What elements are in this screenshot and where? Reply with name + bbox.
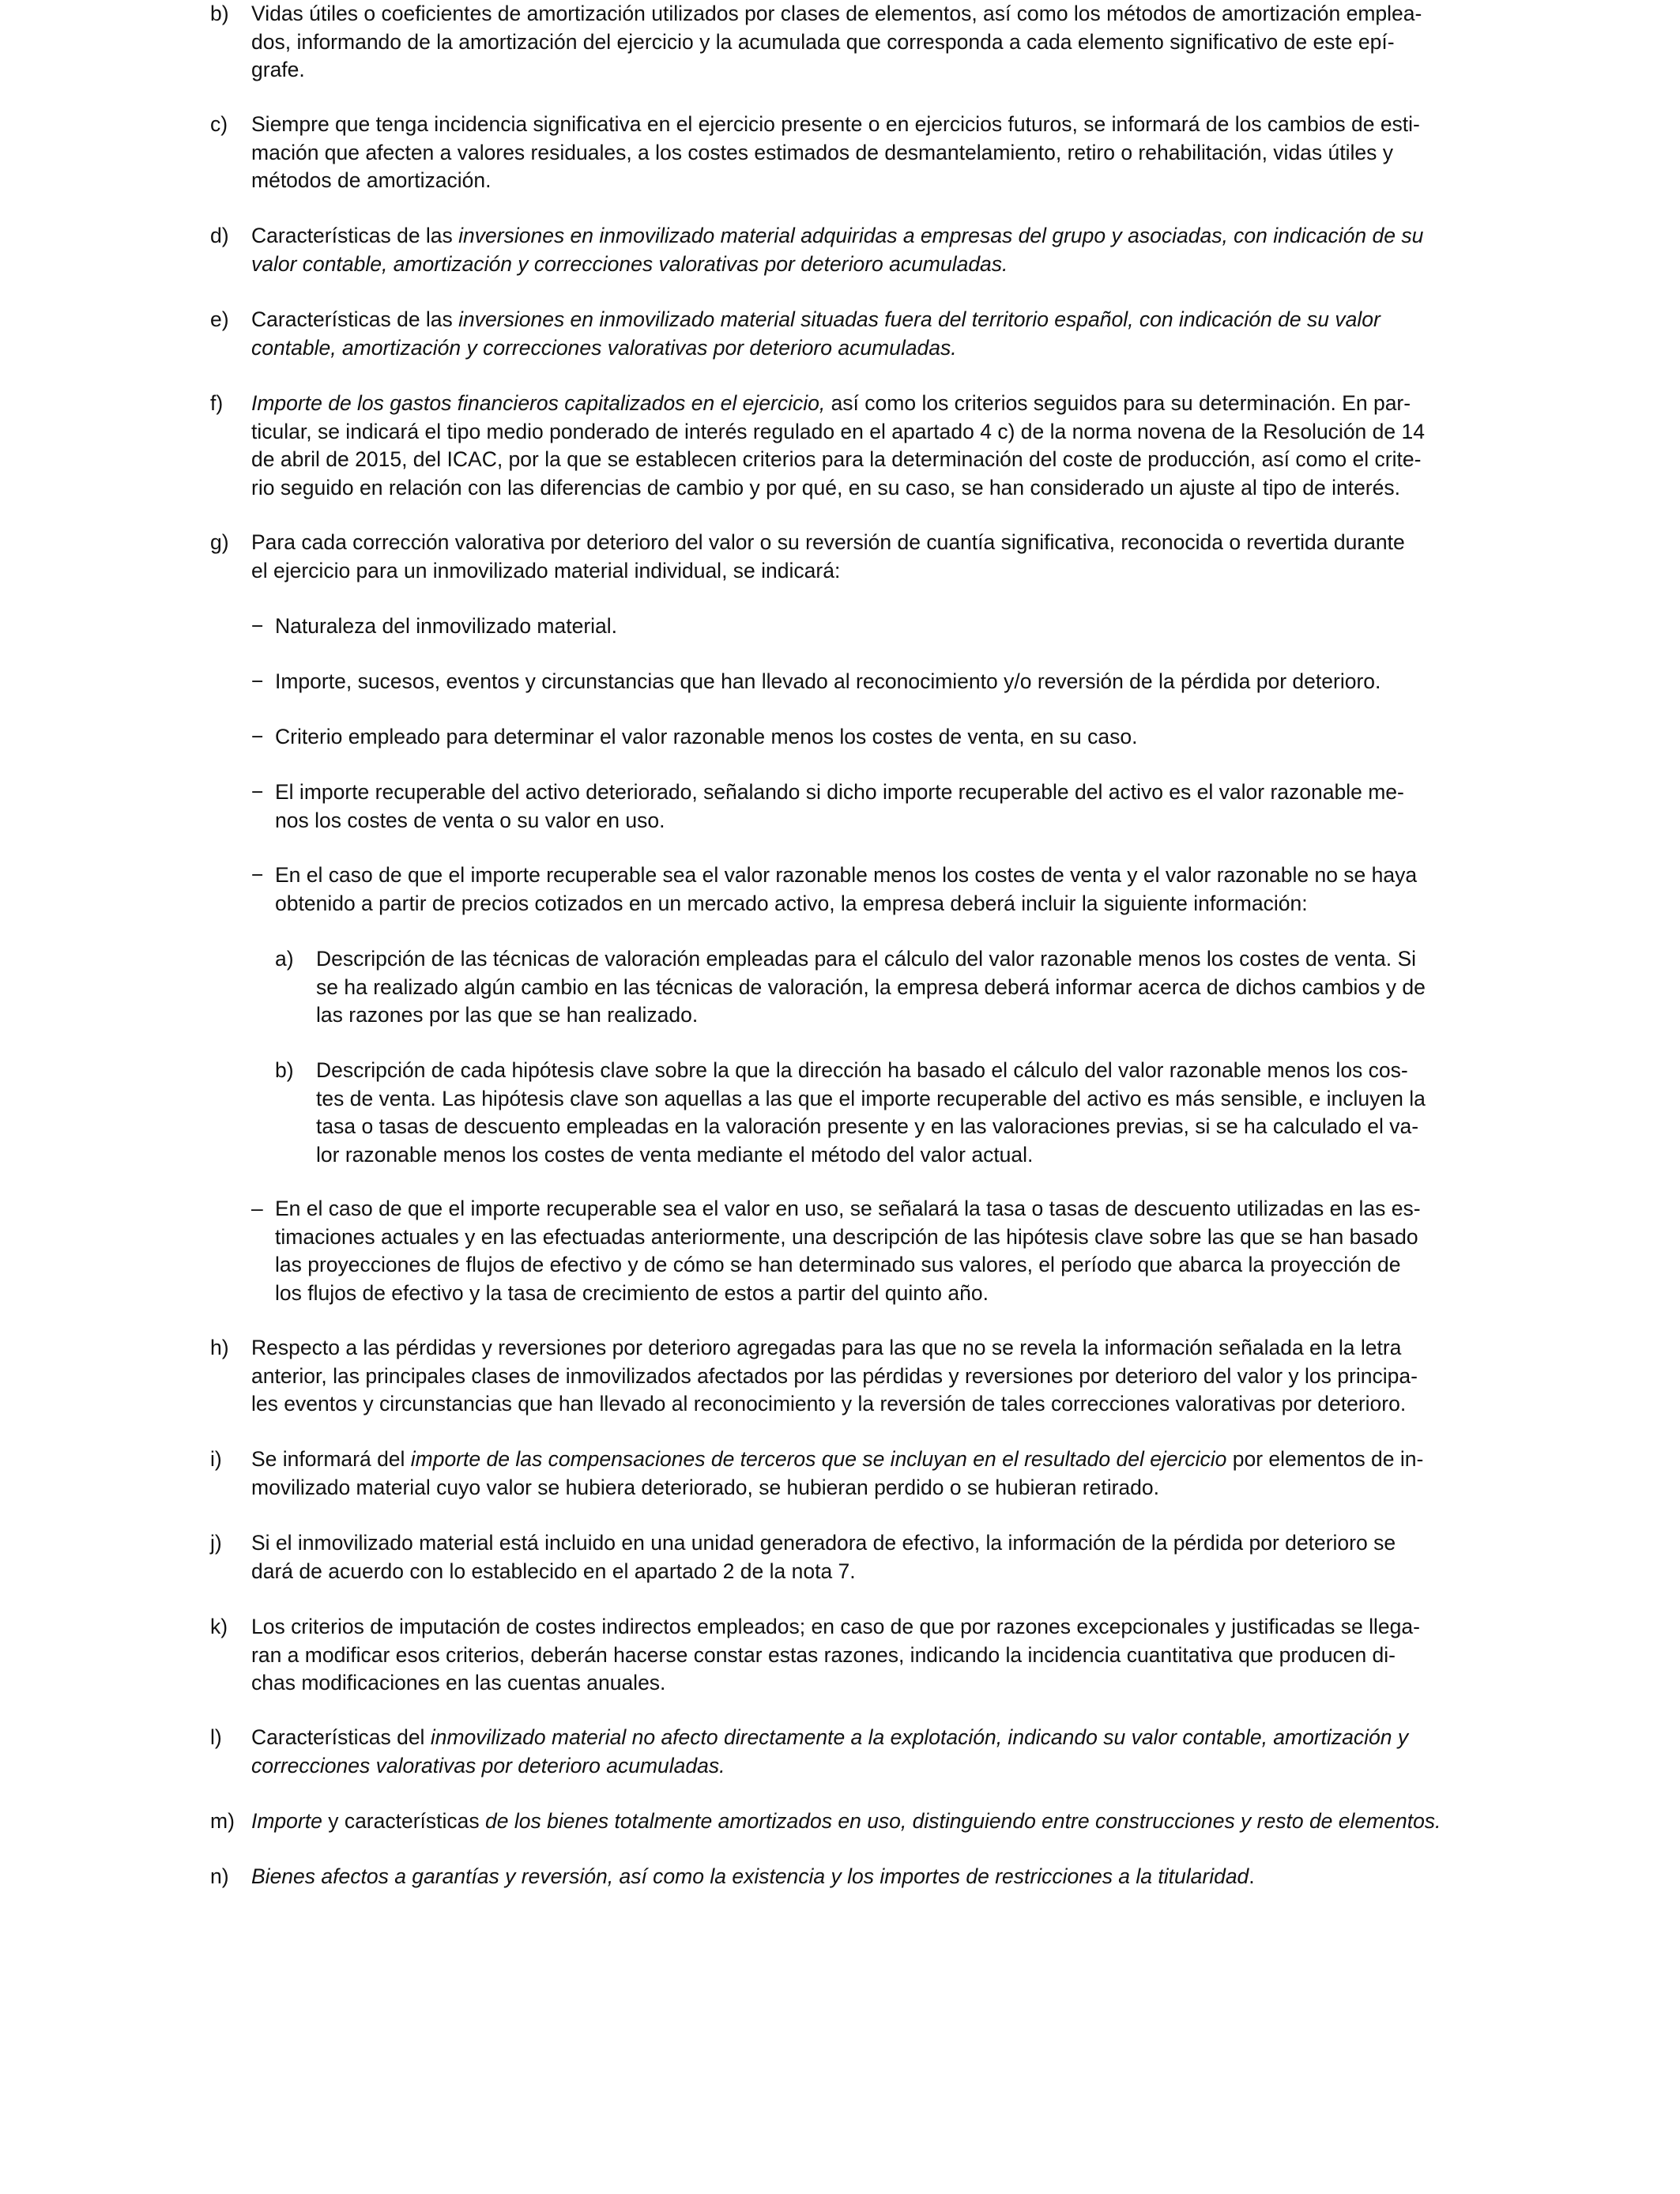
italic-run: inmovilizado material no afecto directamente a la explotación, indicando su valor contable, amortización y <box>430 1725 1409 1749</box>
text-line <box>251 306 1471 334</box>
item-text <box>251 306 1471 362</box>
text-line: rio seguido en relación con las diferencias de cambio y por qué, en su caso, se han considerado un ajuste al tipo de interés. <box>251 475 1400 499</box>
item-label: d) <box>210 224 229 247</box>
text-line: Los criterios de imputación de costes indirectos empleados; en caso de que por razones excepcionales y justificadas se llega- <box>251 1615 1420 1638</box>
text-line: chas modificaciones en las cuentas anuales. <box>251 1671 666 1695</box>
sub-item <box>251 613 1471 641</box>
italic-run: valor contable, amortización y correcciones valorativas por deterioro acumuladas. <box>251 251 1008 276</box>
dash-bullet: − <box>251 614 264 638</box>
text-line: dos, informando de la amortización del ejercicio y la acumulada que corresponda a cada elemento significativo de este epí- <box>251 29 1395 54</box>
item-text <box>251 1334 1471 1419</box>
item-label: a) <box>275 947 294 971</box>
item-label: b) <box>275 1058 294 1082</box>
text-line: timaciones actuales y en las efectuadas anteriormente, una descripción de las hipótesis clave sobre las que se han basado <box>275 1224 1418 1249</box>
text-run: Características del <box>251 1725 431 1749</box>
text-line: Descripción de las técnicas de valoración empleadas para el cálculo del valor razonable menos los costes de venta. Si <box>316 947 1417 971</box>
text-line: Respecto a las pérdidas y reversiones por deterioro agregadas para las que no se revela la información señalada en la letra <box>251 1336 1402 1359</box>
dash-bullet: – <box>251 1197 263 1220</box>
italic-run: Importe <box>251 1809 322 1833</box>
item-text <box>251 111 1471 195</box>
item-label: e) <box>210 307 229 331</box>
sub-sub-text <box>316 945 1471 1030</box>
item-label: h) <box>210 1336 229 1359</box>
dash-bullet: − <box>251 669 264 693</box>
text-line: tes de venta. Las hipótesis clave son aquellas a las que el importe recuperable del activo es más sensible, e incluyen la <box>316 1086 1426 1110</box>
text-line: Importe, sucesos, eventos y circunstancias que han llevado al reconocimiento y/o reversión de la pérdida por deterioro. <box>275 669 1381 693</box>
item-text <box>251 1863 1471 1891</box>
item-text <box>251 1808 1471 1836</box>
sub-item <box>251 668 1471 696</box>
text-line: mación que afecten a valores residuales, a los costes estimados de desmantelamiento, retiro o rehabilitación, vidas útiles y <box>251 140 1394 164</box>
list-item-m <box>210 1808 1471 1836</box>
italic-run: inversiones en inmovilizado material adquiridas a empresas del grupo y asociadas, con indicación de su <box>458 224 1424 247</box>
text-line: el ejercicio para un inmovilizado material individual, se indicará: <box>251 558 841 582</box>
italic-run: contable, amortización y correcciones valorativas por deterioro acumuladas. <box>251 335 957 360</box>
dash-bullet: − <box>251 780 264 804</box>
italic-run: Importe de los gastos financieros capitalizados en el ejercicio, <box>251 391 826 415</box>
item-text <box>251 1529 1471 1585</box>
italic-run: importe de las compensaciones de terceros que se incluyan en el resultado del ejercicio <box>410 1447 1227 1471</box>
sub-item <box>251 1195 1471 1307</box>
text-line: Para cada corrección valorativa por deterioro del valor o su reversión de cuantía significativa, reconocida o revertida durante <box>251 530 1405 554</box>
text-line: obtenido a partir de precios cotizados en un mercado activo, la empresa deberá incluir la siguiente información: <box>275 891 1308 915</box>
item-label: j) <box>210 1531 222 1555</box>
text-line <box>251 222 1471 251</box>
list-item-n <box>210 1863 1471 1891</box>
list-item-e <box>210 306 1471 362</box>
item-text <box>251 222 1471 278</box>
list-item-g <box>210 529 1471 585</box>
text-run: Se informará del <box>251 1447 411 1471</box>
list-item-h <box>210 1334 1471 1419</box>
item-text <box>251 1446 1471 1502</box>
item-text <box>251 1613 1471 1698</box>
text-line: ran a modificar esos criterios, deberán hacerse constar estas razones, indicando la incidencia cuantitativa que producen di- <box>251 1642 1396 1667</box>
sub-sub-item-b <box>275 1057 1471 1169</box>
dash-bullet: − <box>251 863 264 887</box>
list-item-f <box>210 390 1471 502</box>
sub-text <box>275 861 1471 918</box>
text-line <box>251 1752 1471 1781</box>
text-line: Criterio empleado para determinar el valor razonable menos los costes de venta, en su caso. <box>275 725 1138 748</box>
list-item-k <box>210 1613 1471 1698</box>
text-line: de abril de 2015, del ICAC, por la que se establecen criterios para la determinación del coste de producción, así como el crite- <box>251 447 1422 471</box>
text-line: métodos de amortización. <box>251 168 492 192</box>
text-line: Naturaleza del inmovilizado material. <box>275 614 618 638</box>
item-label: f) <box>210 391 224 415</box>
item-text <box>251 0 1471 85</box>
text-line <box>251 390 1471 418</box>
text-line <box>251 1446 1471 1474</box>
item-label: m) <box>210 1809 235 1833</box>
list-item-c <box>210 111 1471 195</box>
text-line: Si el inmovilizado material está incluido en una unidad generadora de efectivo, la información de la pérdida por deterioro se <box>251 1531 1396 1555</box>
text-run: Características de las <box>251 224 459 247</box>
text-run: y características <box>322 1809 486 1833</box>
sub-text <box>275 613 1471 641</box>
text-run: Características de las <box>251 307 459 331</box>
item-text <box>251 529 1471 585</box>
text-line <box>251 1863 1471 1891</box>
text-line <box>251 1808 1471 1836</box>
text-line: Vidas útiles o coeficientes de amortización utilizados por clases de elementos, así como los métodos de amortización emplea- <box>251 2 1422 25</box>
item-label: k) <box>210 1615 228 1638</box>
text-line: En el caso de que el importe recuperable sea el valor razonable menos los costes de venta y el valor razonable no se haya <box>275 863 1418 887</box>
text-line: anterior, las principales clases de inmovilizados afectados por las pérdidas y reversiones por deterioro del valor y los principa- <box>251 1363 1418 1388</box>
text-line: lor razonable menos los costes de venta mediante el método del valor actual. <box>316 1142 1034 1167</box>
dash-bullet: − <box>251 725 264 748</box>
item-text <box>251 1724 1471 1780</box>
list-item-i <box>210 1446 1471 1502</box>
text-line <box>251 334 1471 363</box>
text-line: Descripción de cada hipótesis clave sobre la que la dirección ha basado el cálculo del valor razonable menos los cos- <box>316 1058 1408 1082</box>
text-line: En el caso de que el importe recuperable sea el valor en uso, se señalará la tasa o tasas de descuento utilizadas en las es- <box>275 1197 1421 1220</box>
text-line: El importe recuperable del activo deteriorado, señalando si dicho importe recuperable del activo es el valor razonable me- <box>275 780 1404 804</box>
sub-text <box>275 668 1471 696</box>
item-label: i) <box>210 1447 222 1471</box>
text-run: así como los criterios seguidos para su determinación. En par- <box>825 391 1411 415</box>
sub-sub-text <box>316 1057 1471 1169</box>
list-item-l <box>210 1724 1471 1780</box>
sub-text <box>275 1195 1471 1307</box>
text-line <box>251 251 1471 279</box>
sub-item <box>251 778 1471 835</box>
item-label: l) <box>210 1725 222 1749</box>
item-label: g) <box>210 530 229 554</box>
text-line: nos los costes de venta o su valor en uso. <box>275 808 665 832</box>
item-label: b) <box>210 2 229 25</box>
italic-run: Bienes afectos a garantías y reversión, así como la existencia y los importes de restricciones a la titularidad <box>251 1864 1249 1888</box>
italic-run: inversiones en inmovilizado material situadas fuera del territorio español, con indicación de su valor <box>458 307 1381 331</box>
italic-run: de los bienes totalmente amortizados en uso, distinguiendo entre construcciones y resto de elementos. <box>485 1809 1441 1833</box>
item-text <box>251 390 1471 502</box>
text-line: tasa o tasas de descuento empleadas en la valoración presente y en las valoraciones previas, si se ha calculado el va- <box>316 1114 1419 1138</box>
text-line: los flujos de efectivo y la tasa de crecimiento de estos a partir del quinto año. <box>275 1280 989 1305</box>
text-line: se ha realizado algún cambio en las técnicas de valoración, la empresa deberá informar acerca de dichos cambios y de <box>316 974 1426 999</box>
list-item-b <box>210 0 1471 85</box>
text-line: dará de acuerdo con lo establecido en el apartado 2 de la nota 7. <box>251 1559 856 1583</box>
text-line: ticular, se indicará el tipo medio ponderado de interés regulado en el apartado 4 c) de la norma novena de la Resolución de 14 <box>251 419 1425 443</box>
text-line: las razones por las que se han realizado. <box>316 1003 699 1027</box>
list-item-d <box>210 222 1471 278</box>
text-line: movilizado material cuyo valor se hubiera deteriorado, se hubieran perdido o se hubieran retirado. <box>251 1475 1159 1499</box>
text-line: Siempre que tenga incidencia significativa en el ejercicio presente o en ejercicios futuros, se informará de los cambios de esti- <box>251 112 1420 136</box>
sub-text <box>275 723 1471 752</box>
sub-text <box>275 778 1471 835</box>
text-line: las proyecciones de flujos de efectivo y de cómo se han determinado sus valores, el período que abarca la proyección de <box>275 1253 1401 1276</box>
text-run: por elementos de in- <box>1226 1447 1424 1471</box>
list-item-j <box>210 1529 1471 1585</box>
sub-item <box>251 861 1471 918</box>
text-run: . <box>1249 1864 1255 1888</box>
text-line: grafe. <box>251 58 305 81</box>
text-line: les eventos y circunstancias que han llevado al reconocimiento y la reversión de tales correcciones valorativas por deterioro. <box>251 1392 1407 1416</box>
sub-sub-item-a <box>275 945 1471 1030</box>
sub-item <box>251 723 1471 752</box>
italic-run: correcciones valorativas por deterioro acumuladas. <box>251 1753 725 1777</box>
item-label: n) <box>210 1864 229 1888</box>
text-line <box>251 1724 1471 1752</box>
item-label: c) <box>210 112 228 136</box>
